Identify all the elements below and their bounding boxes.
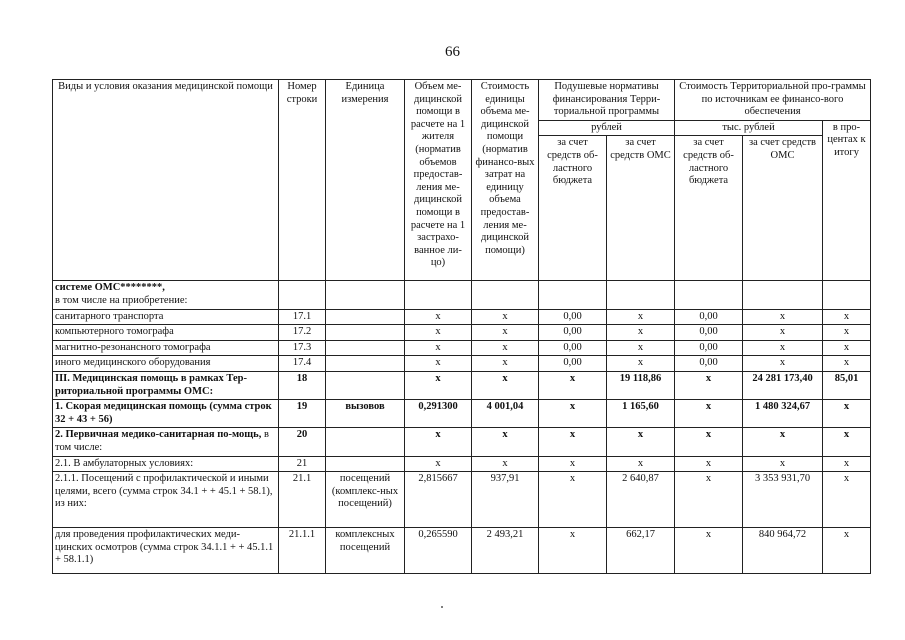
row-unit — [326, 340, 405, 356]
row-percent: х — [823, 400, 871, 428]
row-cost-oms: 3 353 931,70 — [743, 472, 823, 528]
row-volume: х — [405, 371, 472, 399]
row-percent: х — [823, 356, 871, 372]
header-cost-oms: за счет средств ОМС — [743, 136, 823, 281]
row-norm-budget: 0,00 — [539, 325, 607, 341]
row-percent: х — [823, 528, 871, 574]
row-unit-cost: 2 493,21 — [472, 528, 539, 574]
row-unit-cost: х — [472, 428, 539, 456]
row-percent: х — [823, 309, 871, 325]
row-name: 2.1.1. Посещений с профилактической и иными целями, всего (сумма строк 34.1 + + 45.1 + 58.1), из них: — [53, 472, 279, 528]
header-percent: в про-центах к итогу — [823, 120, 871, 281]
row-cost-budget: 0,00 — [675, 356, 743, 372]
row-name: компьютерного томографа — [53, 325, 279, 341]
row-unit — [326, 356, 405, 372]
row-number: 18 — [279, 371, 326, 399]
row-number: 17.1 — [279, 309, 326, 325]
row-norm-oms — [607, 281, 675, 309]
row-number — [279, 281, 326, 309]
row-volume: х — [405, 428, 472, 456]
row-unit — [326, 325, 405, 341]
row-norm-oms: х — [607, 428, 675, 456]
table-row — [53, 428, 871, 456]
row-number: 17.2 — [279, 325, 326, 341]
row-number: 17.4 — [279, 356, 326, 372]
row-unit-cost: х — [472, 309, 539, 325]
row-norm-oms: х — [607, 340, 675, 356]
header-thousand-rubles: тыс. рублей — [675, 120, 823, 136]
row-unit — [326, 456, 405, 472]
row-norm-oms: х — [607, 456, 675, 472]
row-norm-budget: 0,00 — [539, 340, 607, 356]
row-cost-oms: х — [743, 356, 823, 372]
row-cost-budget: х — [675, 472, 743, 528]
row-cost-oms: х — [743, 456, 823, 472]
row-cost-oms: х — [743, 340, 823, 356]
row-norm-oms: х — [607, 356, 675, 372]
row-norm-oms: х — [607, 309, 675, 325]
table-row — [53, 325, 871, 341]
row-norm-budget: х — [539, 371, 607, 399]
row-norm-budget: х — [539, 428, 607, 456]
row-volume: х — [405, 356, 472, 372]
row-cost-budget: х — [675, 528, 743, 574]
row-name: 1. Скорая медицинская помощь (сумма строк 32 + 43 + 56) — [53, 400, 279, 428]
row-unit — [326, 371, 405, 399]
row-cost-oms: 840 964,72 — [743, 528, 823, 574]
row-volume: 0,265590 — [405, 528, 472, 574]
table-row — [53, 456, 871, 472]
row-norm-budget: х — [539, 400, 607, 428]
row-norm-budget: х — [539, 472, 607, 528]
header-cost-budget: за счет средств об-ластного бюджета — [675, 136, 743, 281]
row-volume: х — [405, 340, 472, 356]
row-name: иного медицинского оборудования — [53, 356, 279, 372]
row-norm-oms: 1 165,60 — [607, 400, 675, 428]
row-norm-budget: 0,00 — [539, 309, 607, 325]
row-volume: х — [405, 325, 472, 341]
row-norm-budget: х — [539, 528, 607, 574]
header-norm-oms: за счет средств ОМС — [607, 136, 675, 281]
row-number: 21.1 — [279, 472, 326, 528]
row-name: 2. Первичная медико-санитарная по-мощь, в том числе: — [53, 428, 279, 456]
row-number: 19 — [279, 400, 326, 428]
table-row — [53, 356, 871, 372]
row-volume: х — [405, 309, 472, 325]
table-row — [53, 340, 871, 356]
row-number: 20 — [279, 428, 326, 456]
row-percent: х — [823, 325, 871, 341]
row-cost-oms: х — [743, 428, 823, 456]
table-row — [53, 400, 871, 428]
row-unit-cost: х — [472, 340, 539, 356]
row-percent: х — [823, 428, 871, 456]
row-volume: 0,291300 — [405, 400, 472, 428]
row-name: системе ОМС********, в том числе на приобретение: — [53, 281, 279, 309]
row-unit-cost: 937,91 — [472, 472, 539, 528]
row-norm-oms: х — [607, 325, 675, 341]
row-cost-oms: 1 480 324,67 — [743, 400, 823, 428]
header-unit: Единица измерения — [326, 80, 405, 281]
header-row-number: Номер строки — [279, 80, 326, 281]
row-norm-budget: 0,00 — [539, 356, 607, 372]
row-number: 21.1.1 — [279, 528, 326, 574]
row-unit: посещений (комплекс-ных посещений) — [326, 472, 405, 528]
row-number: 21 — [279, 456, 326, 472]
row-number: 17.3 — [279, 340, 326, 356]
header-volume: Объем ме-дицинской помощи в расчете на 1 жителя (норматив объемов предостав-ления ме-дицинской помощи в расчете на 1 застрахо-ванное ли-цо) — [405, 80, 472, 281]
page-speck — [441, 606, 443, 608]
row-percent: 85,01 — [823, 371, 871, 399]
table-row — [53, 472, 871, 528]
row-cost-budget: 0,00 — [675, 325, 743, 341]
row-norm-budget — [539, 281, 607, 309]
table-row — [53, 371, 871, 399]
row-cost-budget: х — [675, 428, 743, 456]
header-program-cost: Стоимость Территориальной про-граммы по источникам ее финансо-вого обеспечения — [675, 80, 871, 121]
row-cost-oms: 24 281 173,40 — [743, 371, 823, 399]
table-row — [53, 281, 871, 309]
row-cost-budget: х — [675, 371, 743, 399]
row-name: для проведения профилактических меди-цинских осмотров (сумма строк 34.1.1 + + 45.1.1 + 58.1.1) — [53, 528, 279, 574]
row-volume: х — [405, 456, 472, 472]
row-cost-budget: х — [675, 400, 743, 428]
table-row — [53, 309, 871, 325]
row-percent — [823, 281, 871, 309]
row-volume — [405, 281, 472, 309]
header-per-capita-norm: Подушевые нормативы финансирования Терри-ториальной программы — [539, 80, 675, 121]
row-unit — [326, 281, 405, 309]
row-cost-budget: 0,00 — [675, 309, 743, 325]
row-percent: х — [823, 340, 871, 356]
row-norm-oms: 2 640,87 — [607, 472, 675, 528]
row-unit-cost: х — [472, 371, 539, 399]
row-unit-cost — [472, 281, 539, 309]
page-number: 66 — [445, 44, 460, 60]
funding-table — [52, 79, 871, 574]
row-cost-budget: 0,00 — [675, 340, 743, 356]
row-cost-oms: х — [743, 309, 823, 325]
row-cost-oms: х — [743, 325, 823, 341]
row-percent: х — [823, 456, 871, 472]
row-unit — [326, 428, 405, 456]
row-norm-budget: х — [539, 456, 607, 472]
row-percent: х — [823, 472, 871, 528]
row-unit-cost: х — [472, 356, 539, 372]
table-row — [53, 528, 871, 574]
header-rubles: рублей — [539, 120, 675, 136]
row-norm-oms: 19 118,86 — [607, 371, 675, 399]
row-name: магнитно-резонансного томографа — [53, 340, 279, 356]
row-unit — [326, 309, 405, 325]
row-name: III. Медицинская помощь в рамках Тер-риториальной программы ОМС: — [53, 371, 279, 399]
row-unit-cost: 4 001,04 — [472, 400, 539, 428]
row-unit: вызовов — [326, 400, 405, 428]
row-norm-oms: 662,17 — [607, 528, 675, 574]
header-type: Виды и условия оказания медицинской помощи — [53, 80, 279, 281]
row-name: санитарного транспорта — [53, 309, 279, 325]
row-cost-budget: х — [675, 456, 743, 472]
header-unit-cost: Стоимость единицы объема ме-дицинской помощи (норматив финансо-вых затрат на единицу объема предостав-ления ме-дицинской помощи) — [472, 80, 539, 281]
row-unit-cost: х — [472, 456, 539, 472]
row-unit-cost: х — [472, 325, 539, 341]
row-unit: комплексных посещений — [326, 528, 405, 574]
row-name: 2.1. В амбулаторных условиях: — [53, 456, 279, 472]
row-volume: 2,815667 — [405, 472, 472, 528]
row-cost-oms — [743, 281, 823, 309]
header-norm-budget: за счет средств об-ластного бюджета — [539, 136, 607, 281]
row-cost-budget — [675, 281, 743, 309]
